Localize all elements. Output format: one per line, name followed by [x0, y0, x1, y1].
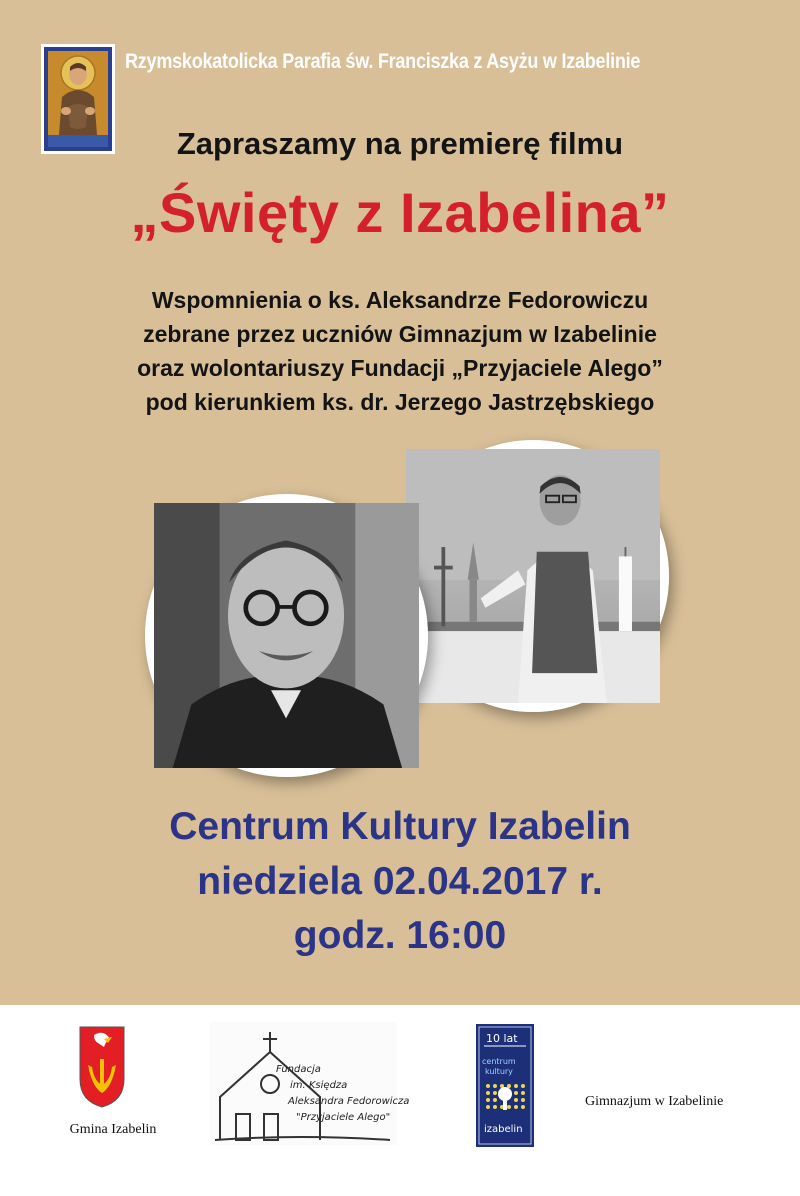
- ck-name: izabelin: [484, 1124, 523, 1135]
- film-description: [0, 283, 800, 419]
- centrum-kultury-logo: [476, 1024, 534, 1147]
- parish-name: Rzymskokatolicka Parafia św. Franciszka z Asyżu w Izabelinie: [125, 50, 641, 73]
- description-line: Wspomnienia o ks. Aleksandrze Fedorowiczu: [151, 287, 649, 313]
- priest-at-altar-photo: [397, 440, 669, 712]
- film-title: „Święty z Izabelina”: [130, 181, 670, 244]
- event-time: godz. 16:00: [293, 914, 507, 957]
- invitation-line: Zapraszamy na premierę filmu: [176, 126, 624, 161]
- event-date: niedziela 02.04.2017 r.: [197, 860, 603, 903]
- priest-portrait-photo: [145, 494, 428, 777]
- ck-line1: centrum: [482, 1057, 516, 1066]
- school-label: Gimnazjum w Izabelinie: [585, 1094, 724, 1109]
- description-line: zebrane przez uczniów Gimnazjum w Izabelinie: [143, 321, 657, 347]
- foundation-text: "Przyjaciele Alego": [296, 1112, 391, 1123]
- gmina-crest-icon: [78, 1025, 126, 1109]
- event-venue: Centrum Kultury Izabelin: [169, 805, 631, 848]
- foundation-text: Fundacja: [276, 1064, 321, 1075]
- gmina-label: Gmina Izabelin: [69, 1122, 157, 1137]
- foundation-logo: [210, 1022, 410, 1145]
- description-line: pod kierunkiem ks. dr. Jerzego Jastrzębskiego: [145, 389, 655, 415]
- foundation-text: Aleksandra Fedorowicza: [288, 1096, 410, 1107]
- description-line: oraz wolontariuszy Fundacji „Przyjaciele Alego”: [137, 355, 663, 381]
- ck-years: 10 lat: [486, 1032, 518, 1045]
- foundation-text: im. Księdza: [290, 1080, 348, 1091]
- ck-line2: kultury: [485, 1067, 513, 1076]
